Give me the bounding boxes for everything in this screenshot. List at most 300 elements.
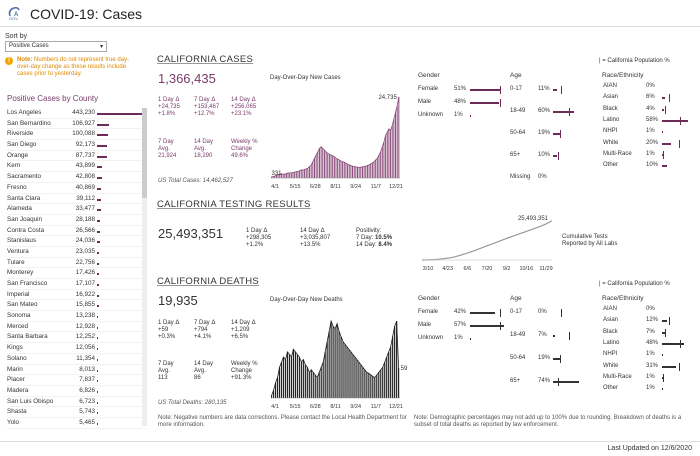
gender-bar [470, 115, 471, 117]
chart-bar [271, 395, 272, 398]
cases-7day: 7 Day Δ +153,467 +12.7% [194, 97, 220, 117]
county-row[interactable] [7, 418, 147, 429]
race-value: 1% [646, 373, 655, 380]
county-name: Ventura [7, 247, 29, 255]
county-value: 23,035 [75, 247, 95, 255]
chart-bar [355, 167, 356, 178]
deaths-7day-avg: 7 Day Avg. 113 [158, 361, 174, 381]
county-name: Sacramento [7, 173, 41, 181]
chart-bar [372, 163, 373, 178]
chart-bar [307, 168, 308, 178]
county-name: Kern [7, 162, 21, 170]
sort-select[interactable] [5, 41, 107, 52]
chart-bar [284, 174, 285, 178]
chart-bar [393, 119, 394, 178]
race-bar [662, 109, 664, 111]
age-value: 60% [538, 108, 551, 114]
county-value: 443,230 [72, 109, 95, 116]
chart-bar [372, 376, 373, 398]
x-tick-label: 5/15 [289, 404, 301, 410]
chart-bar [382, 367, 383, 398]
race-label: Latino [603, 339, 620, 346]
county-value: 5,743 [79, 408, 95, 416]
age-value: 19% [538, 355, 551, 361]
chart-bar [386, 357, 387, 398]
chart-bar [394, 326, 395, 398]
county-row[interactable] [7, 279, 147, 290]
chart-bar [370, 164, 371, 178]
race-value: 1% [646, 351, 655, 358]
chart-bar [329, 154, 330, 178]
testing-positivity: Positivity: 7 Day: 10.5% 14 Day: 8.4% [356, 228, 393, 248]
chart-bar [375, 160, 376, 178]
county-row[interactable] [7, 343, 147, 354]
county-row[interactable] [7, 268, 147, 279]
chart-bar [317, 378, 318, 399]
county-name: Shasta [7, 408, 27, 416]
x-tick-label: 9/24 [350, 404, 362, 410]
county-row[interactable] [7, 194, 147, 205]
cases-14day: 14 Day Δ +256,065 +23.1% [231, 97, 257, 117]
race-bar [662, 320, 667, 322]
county-value: 15,855 [75, 301, 95, 309]
race-value: 0% [646, 83, 655, 89]
chart-bar [334, 157, 335, 178]
county-bar [97, 177, 102, 179]
gender-label: Male [418, 322, 432, 328]
county-row[interactable] [7, 322, 147, 333]
county-row[interactable] [7, 183, 147, 194]
chart-bar [293, 349, 294, 398]
chart-bar [346, 347, 347, 398]
x-tick-label: 12/21 [389, 184, 403, 190]
chart-bar [305, 365, 306, 398]
cases-population-legend: | = California Population % [599, 58, 670, 64]
chart-bar [333, 326, 334, 398]
age-header: Age [510, 72, 522, 79]
county-value: 87,737 [75, 151, 95, 159]
chart-bar [311, 370, 312, 398]
chart-bar [374, 378, 375, 399]
chart-bar [342, 162, 343, 178]
population-marker [561, 309, 562, 317]
county-row[interactable] [7, 151, 147, 162]
county-name: San Diego [7, 141, 37, 149]
county-name: Orange [7, 151, 29, 159]
chart-bar [299, 357, 300, 398]
county-row[interactable] [7, 332, 147, 343]
county-name: San Bernardino [7, 119, 51, 127]
county-name: Stanislaus [7, 237, 37, 245]
county-bar [97, 145, 107, 147]
county-bar [97, 263, 99, 265]
age-bar [553, 358, 560, 360]
county-bar [97, 231, 100, 233]
age-label: 65+ [510, 152, 521, 158]
chart-bar [299, 171, 300, 178]
cases-weekly-change: Weekly % Change 49.6% [231, 139, 258, 159]
county-row[interactable] [7, 258, 147, 269]
population-marker [558, 152, 559, 160]
age-value: 10% [538, 152, 551, 158]
gender-header: Gender [418, 72, 440, 79]
note-text: Numbers do not represent true day-over-day change as these results include cases prior to yesterday. [17, 57, 130, 77]
us-total-cases: US Total Cases: 14,462,527 [158, 178, 233, 184]
county-row[interactable] [7, 311, 147, 322]
warning-icon: ! [5, 57, 13, 65]
note-bold: Note: [17, 57, 33, 63]
chart-bar [360, 365, 361, 398]
county-row[interactable] [7, 407, 147, 418]
county-value: 12,252 [75, 333, 95, 341]
chart-bar [390, 347, 391, 398]
county-row[interactable] [7, 375, 147, 386]
race-label: White [603, 139, 619, 146]
age-bar [553, 133, 560, 135]
race-value: 20% [646, 139, 659, 146]
county-bar [97, 273, 99, 275]
deaths-weekly-change: Weekly % Change +91.3% [231, 361, 258, 381]
age-bar [553, 381, 579, 383]
chart-bar [340, 161, 341, 178]
chart-bar [314, 158, 315, 178]
chart-bar [279, 367, 280, 398]
county-row[interactable] [7, 140, 147, 151]
race-bar [662, 165, 667, 167]
data-label: 24,735 [378, 94, 397, 101]
chart-bar [369, 165, 370, 178]
chart-bar [350, 166, 351, 178]
cases-title: CALIFORNIA CASES [157, 54, 254, 65]
population-marker [500, 309, 501, 317]
race-label: AIAN [603, 306, 618, 312]
gender-bar [470, 102, 499, 104]
chart-bar [301, 362, 302, 398]
population-marker [569, 108, 570, 116]
county-name: Solano [7, 354, 27, 362]
county-row[interactable] [7, 215, 147, 226]
chart-bar [344, 162, 345, 178]
race-label: Other [603, 385, 619, 392]
chart-bar [370, 375, 371, 398]
county-bar [97, 199, 101, 201]
deaths-chart [265, 310, 410, 410]
race-label: NHPI [603, 128, 618, 135]
county-name: Los Angeles [7, 109, 42, 116]
data-label: 59 [400, 365, 408, 372]
chart-bar [367, 166, 368, 178]
chart-bar [339, 160, 340, 178]
population-marker [669, 317, 670, 325]
population-marker [665, 329, 666, 337]
race-label: Other [603, 162, 619, 169]
deaths-title: CALIFORNIA DEATHS [157, 276, 260, 287]
county-value: 26,566 [75, 226, 95, 234]
chart-bar [354, 357, 355, 398]
ca-gov-logo[interactable] [6, 4, 24, 22]
county-bar [97, 241, 100, 243]
county-value: 33,477 [75, 205, 95, 213]
chart-bar [288, 173, 289, 178]
testing-line [422, 221, 552, 260]
chart-bar [358, 362, 359, 398]
race-label: Asian [603, 317, 619, 324]
x-tick-label: 7/20 [481, 266, 493, 272]
county-name: Contra Costa [7, 226, 45, 234]
race-label: Black [603, 105, 618, 112]
county-row[interactable] [7, 161, 147, 172]
county-row[interactable] [7, 300, 147, 311]
chart-bar [304, 169, 305, 178]
chart-bar [283, 174, 284, 178]
county-row[interactable] [7, 386, 147, 397]
chart-bar [327, 153, 328, 178]
race-value: 0% [646, 306, 655, 312]
race-label: White [603, 362, 619, 369]
age-value: 7% [538, 332, 547, 338]
county-value: 12,056 [75, 344, 95, 352]
x-tick-label: 8/11 [330, 404, 341, 410]
footer [0, 441, 700, 456]
county-value: 17,426 [75, 269, 95, 277]
county-name: Sonoma [7, 312, 31, 320]
chart-bar [302, 170, 303, 178]
county-row[interactable] [7, 397, 147, 408]
race-value: 6% [646, 94, 655, 101]
deaths-total: 19,935 [158, 293, 198, 308]
county-bar [97, 113, 145, 115]
county-row[interactable] [7, 119, 147, 130]
county-row[interactable] [7, 204, 147, 215]
chart-bar [392, 126, 393, 178]
chart-bar [362, 367, 363, 398]
x-tick-label: 3/10 [422, 266, 434, 272]
chart-bar [397, 106, 398, 178]
chart-bar [364, 167, 365, 178]
chart-bar [382, 147, 383, 178]
county-value: 16,922 [75, 290, 95, 298]
race-value: 1% [646, 150, 655, 157]
county-name: Fresno [7, 183, 27, 191]
county-bar [97, 156, 107, 158]
population-marker [569, 332, 570, 340]
chart-bar [338, 331, 339, 398]
county-value: 39,112 [76, 194, 95, 202]
chart-bar [313, 372, 314, 398]
race-label: Latino [603, 116, 620, 123]
chart-bar [377, 158, 378, 178]
county-row[interactable] [7, 226, 147, 237]
age-label: 18-49 [510, 332, 526, 338]
chart-bar [337, 159, 338, 178]
chart-bar [306, 169, 307, 178]
chart-bar [350, 352, 351, 398]
chart-bar [321, 147, 322, 178]
testing-14day: 14 Day Δ +3,035,807 +13.5% [300, 228, 331, 248]
chevron-down-icon: ▾ [99, 44, 103, 50]
chart-bar [380, 152, 381, 178]
county-value: 12,928 [75, 322, 95, 330]
x-tick-label: 4/23 [442, 266, 454, 272]
county-name: Imperial [7, 290, 30, 298]
chart-bar [312, 162, 313, 178]
county-row[interactable] [7, 172, 147, 183]
x-tick-label: 4/1 [271, 184, 279, 190]
chart-bar [289, 173, 290, 178]
age-value: 11% [538, 86, 550, 92]
age-value: 19% [538, 130, 551, 136]
county-value: 7,837 [79, 376, 95, 384]
chart-bar [309, 167, 310, 178]
chart-bar [340, 337, 341, 399]
county-list[interactable] [7, 108, 147, 429]
x-tick-label: 11/7 [370, 184, 381, 190]
gender-value: 1% [454, 335, 463, 341]
chart-bar [291, 173, 292, 178]
county-value: 6,723 [79, 397, 95, 405]
chart-bar [383, 142, 384, 178]
x-tick-label: 6/6 [463, 266, 472, 272]
county-row[interactable] [7, 354, 147, 365]
county-value: 100,088 [72, 130, 95, 138]
chart-line [271, 94, 398, 177]
county-bar [97, 370, 98, 372]
county-name: San Joaquin [7, 215, 43, 223]
county-bar [97, 337, 98, 339]
chart-bar [324, 150, 325, 178]
county-row[interactable] [7, 247, 147, 258]
sort-select-value: Positive Cases [9, 43, 49, 49]
x-tick-label: 6/28 [309, 404, 321, 410]
race-header: Race/Ethnicity [602, 295, 644, 302]
chart-bar [297, 354, 298, 398]
county-row[interactable] [7, 365, 147, 376]
county-name: Tulare [7, 258, 25, 266]
chart-bar [378, 372, 379, 398]
deaths-7day: 7 Day Δ +794 +4.1% [194, 320, 216, 340]
county-name: Merced [7, 322, 28, 330]
population-marker [663, 151, 664, 159]
deaths-population-legend: | = California Population % [599, 281, 670, 287]
population-marker [560, 355, 561, 363]
x-tick-label: 11/7 [370, 404, 381, 410]
chart-bar [319, 148, 320, 178]
race-value: 58% [646, 116, 659, 123]
county-value: 6,826 [79, 386, 95, 394]
county-list-scrollbar[interactable] [142, 108, 147, 426]
testing-title: CALIFORNIA TESTING RESULTS [157, 199, 311, 210]
last-updated: Last Updated on 12/6/2020 [607, 445, 692, 452]
race-value: 31% [646, 362, 659, 369]
chart-bar [388, 352, 389, 398]
chart-bar [342, 342, 343, 398]
county-bar [97, 295, 99, 297]
race-value: 48% [646, 339, 659, 346]
race-label: AIAN [603, 83, 618, 89]
testing-total: 25,493,351 [158, 226, 224, 241]
deaths-14day-avg: 14 Day Avg. 86 [194, 361, 214, 381]
population-marker [679, 140, 680, 148]
race-value: 10% [646, 162, 659, 169]
page-title: COVID-19: Cases [30, 6, 143, 22]
chart-bar [352, 354, 353, 398]
age-header: Age [510, 295, 522, 302]
county-value: 17,107 [75, 280, 95, 287]
chart-bar [336, 158, 337, 178]
county-value: 28,188 [75, 215, 95, 223]
race-label: Asian [603, 94, 619, 101]
chart-bar [317, 152, 318, 178]
county-row[interactable] [7, 129, 147, 140]
county-name: Riverside [7, 130, 34, 138]
cases-7day-avg: 7 Day Avg. 21,924 [158, 139, 177, 159]
county-value: 8,013 [79, 365, 95, 373]
county-bar [97, 359, 98, 361]
population-marker [558, 378, 559, 386]
chart-bar [360, 167, 361, 178]
county-value: 92,173 [75, 141, 95, 149]
county-row[interactable] [7, 108, 147, 119]
population-marker [500, 322, 501, 330]
county-bar [97, 166, 102, 168]
chart-bar [291, 357, 292, 398]
county-value: 22,756 [75, 258, 95, 266]
county-value: 43,899 [75, 162, 95, 170]
county-list-title: Positive Cases by County [7, 94, 99, 103]
age-bar [553, 335, 555, 337]
county-bar [97, 423, 98, 425]
gender-label: Unknown [418, 335, 444, 341]
chart-bar [352, 166, 353, 178]
county-row[interactable] [7, 236, 147, 247]
county-row[interactable] [7, 290, 147, 301]
race-value: 1% [646, 128, 655, 135]
chart-bar [331, 321, 332, 398]
county-bar [97, 220, 100, 222]
svg-text:A: A [14, 12, 19, 18]
data-label: 331 [271, 170, 282, 177]
x-tick-label: 10/16 [519, 266, 534, 272]
county-bar [97, 391, 98, 393]
chart-bar [329, 331, 330, 398]
sort-label: Sort by [5, 33, 28, 40]
chart-bar [289, 354, 290, 398]
chart-bar [347, 164, 348, 178]
county-name: Alameda [7, 205, 32, 213]
data-label: 25,493,351 [517, 215, 548, 222]
population-marker [663, 374, 664, 382]
county-bar [97, 402, 98, 404]
chart-bar [387, 132, 388, 178]
data-note [5, 57, 135, 78]
chart-bar [384, 362, 385, 398]
county-bar [97, 316, 98, 318]
county-name: Marin [7, 365, 23, 373]
chart-bar [385, 135, 386, 178]
scrollbar-thumb[interactable] [142, 108, 147, 198]
chart-bar [307, 367, 308, 398]
chart-bar [327, 342, 328, 398]
gender-label: Male [418, 99, 432, 105]
race-value: 1% [646, 385, 655, 392]
chart-bar [301, 170, 302, 178]
x-tick-label: 12/21 [389, 404, 403, 410]
county-bar [97, 134, 108, 136]
chart-bar [365, 166, 366, 178]
population-marker [500, 86, 501, 94]
gender-label: Female [418, 86, 439, 92]
county-value: 106,927 [72, 119, 95, 127]
